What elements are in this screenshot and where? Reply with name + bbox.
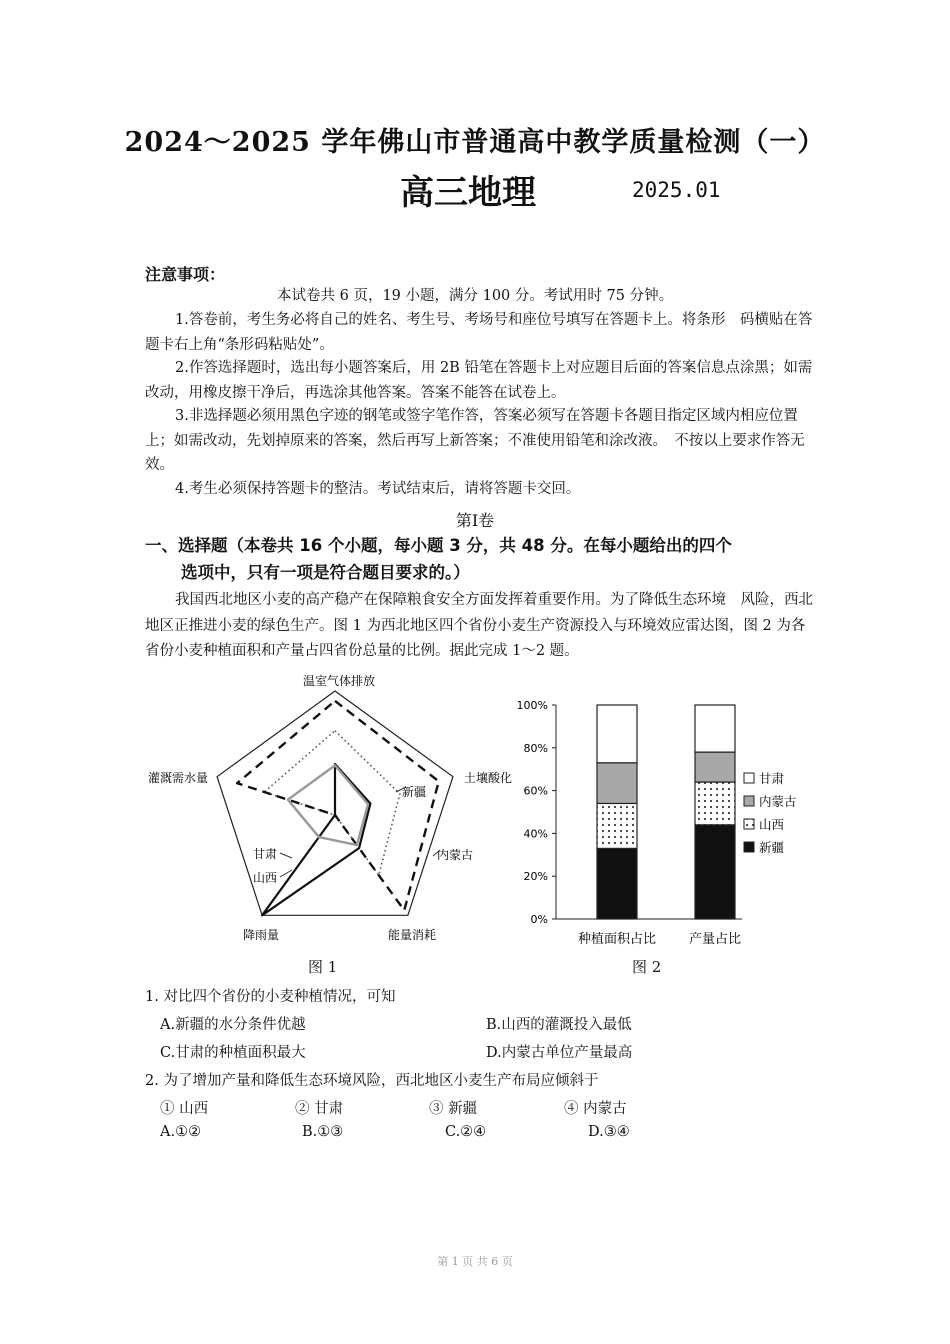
bar-segment-0-2 xyxy=(597,763,637,804)
bar-category-label-1: 产量占比 xyxy=(688,932,742,947)
legend-label-1: 内蒙古 xyxy=(759,794,797,809)
bar-series-group xyxy=(578,705,741,947)
bar-y-tick-label: 0% xyxy=(530,913,548,926)
radar-axis-label-2: 能量消耗 xyxy=(388,928,437,942)
question-2-option-a: A.①② xyxy=(160,1124,202,1140)
radar-axis-label-1: 土壤酸化 xyxy=(464,771,513,785)
question-2-item-4: ④ 内蒙古 xyxy=(564,1101,627,1117)
notice-item-3: 3.非选择题必须用黑色字迹的钢笔或签字笔作答，答案必须写在答题卡各题目指定区域内相应位置上；如需改动，先划掉原来的答案，然后再写上新答案；不准使用铅笔和涂改液。 不按以上要求作答无效。 xyxy=(145,408,805,473)
notice-heading: 注意事项： xyxy=(145,265,226,284)
legend-label-3: 新疆 xyxy=(759,840,785,855)
bar-legend xyxy=(744,771,797,855)
question-1-option-b: B.山西的灌溉投入最低 xyxy=(486,1017,632,1033)
legend-swatch-0 xyxy=(744,773,754,783)
radar-axis-label-0: 温室气体排放 xyxy=(302,674,376,688)
bar-segment-1-2 xyxy=(695,752,735,782)
bar-y-tick-label: 20% xyxy=(523,870,548,884)
bar-category-label-0: 种植面积占比 xyxy=(577,932,657,947)
legend-label-2: 山西 xyxy=(759,817,785,832)
bar-segment-0-1 xyxy=(597,803,637,848)
question-1-option-a: A.新疆的水分条件优越 xyxy=(160,1017,306,1033)
bar-segment-1-3 xyxy=(695,705,735,752)
leader-line-gansu xyxy=(280,853,292,858)
question-2-item-1: ① 山西 xyxy=(160,1101,209,1117)
legend-label-0: 甘肃 xyxy=(759,771,785,786)
question-2-option-d: D.③④ xyxy=(588,1124,630,1140)
bar-y-tick-label: 100% xyxy=(516,699,548,712)
radar-axis-label-4: 灌溉需水量 xyxy=(148,771,209,785)
question-intro: 我国西北地区小麦的高产稳产在保障粮食安全方面发挥着重要作用。为了降低生态环境 风险，西北地区正推进小麦的绿色生产。图 1 为西北地区四个省份小麦生产资源投入与环境效应雷达图，图 2 为各省份小麦种植面积和产量占四省份总量的比例。据此完成 1～2 题。 xyxy=(145,592,813,659)
question-1-option-c: C.甘肃的种植面积最大 xyxy=(160,1045,306,1061)
question-1-stem: 1. 对比四个省份的小麦种植情况，可知 xyxy=(145,989,396,1005)
radar-series-label-neimenggu: 内蒙古 xyxy=(437,848,474,862)
exam-title: 2024～2025 学年佛山市普通高中教学质量检测（一） xyxy=(124,127,826,158)
bar-y-tick-label: 40% xyxy=(523,827,548,841)
bar-y-tick-label: 60% xyxy=(523,784,548,798)
section-heading-line2: 选项中，只有一项是符合题目要求的。） xyxy=(181,563,470,582)
notice-item-4: 4.考生必须保持答题卡的整洁。考试结束后，请将答题卡交回。 xyxy=(175,481,581,497)
question-1-option-d: D.内蒙古单位产量最高 xyxy=(486,1045,633,1061)
bar-segment-1-0 xyxy=(695,825,735,919)
legend-swatch-2 xyxy=(744,819,754,829)
radar-series-label-xinjiang: 新疆 xyxy=(402,785,427,799)
volume-heading: 第Ⅰ卷 xyxy=(455,511,495,530)
notice-summary: 本试卷共 6 页，19 小题，满分 100 分。考试用时 75 分钟。 xyxy=(277,288,674,304)
bar-segment-0-3 xyxy=(597,705,637,763)
radar-series-0 xyxy=(264,731,400,876)
question-2-option-c: C.②④ xyxy=(445,1124,487,1140)
bar-segment-1-1 xyxy=(695,782,735,825)
exam-date: 2025.01 xyxy=(632,178,721,202)
figure-2-caption: 图 2 xyxy=(632,958,662,976)
notice-item-2: 2.作答选择题时，选出每小题答案后，用 2B 铅笔在答题卡上对应题目后面的答案信息点涂黑；如需改动，用橡皮擦干净后，再选涂其他答案。答案不能答在试卷上。 xyxy=(145,360,813,401)
bar-segment-0-0 xyxy=(597,848,637,919)
radar-axis-label-3: 降雨量 xyxy=(243,928,280,942)
question-2-item-3: ③ 新疆 xyxy=(429,1101,478,1117)
question-2-item-2: ② 甘肃 xyxy=(295,1101,344,1117)
subject-title: 高三地理 xyxy=(400,173,536,213)
radar-chart xyxy=(140,670,520,980)
bar-y-tick-label: 80% xyxy=(523,741,548,755)
section-heading-line1: 一、选择题（本卷共 16 个小题，每小题 3 分，共 48 分。在每小题给出的四个 xyxy=(145,536,732,555)
stacked-bar-chart xyxy=(510,690,810,955)
radar-series-label-gansu: 甘肃 xyxy=(253,847,278,861)
radar-series-label-shanxi: 山西 xyxy=(253,871,278,885)
radar-series-3 xyxy=(288,765,368,845)
question-2-option-b: B.①③ xyxy=(302,1124,344,1140)
notice-item-1: 1.答卷前，考生务必将自己的姓名、考生号、考场号和座位号填写在答题卡上。将条形 码横贴在答题卡右上角“条形码粘贴处”。 xyxy=(145,312,813,353)
figure-1-caption: 图 1 xyxy=(308,958,338,976)
question-2-stem: 2. 为了增加产量和降低生态环境风险，西北地区小麦生产布局应倾斜于 xyxy=(145,1073,599,1089)
legend-swatch-3 xyxy=(744,842,754,852)
page-footer: 第 1 页 共 6 页 xyxy=(437,1255,513,1268)
legend-swatch-1 xyxy=(744,796,754,806)
